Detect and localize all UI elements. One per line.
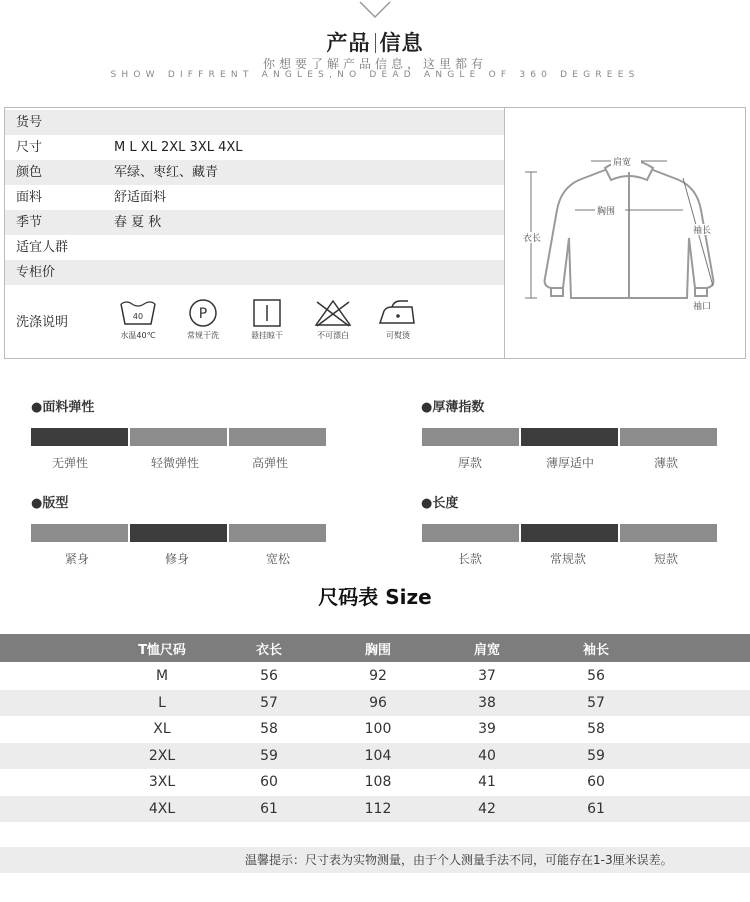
title-right: 信息 <box>379 31 424 55</box>
table-cell: 61 <box>587 800 605 817</box>
scale-bar-fit <box>30 523 330 543</box>
scale-option: 宽松 <box>265 552 290 566</box>
scale-segment <box>129 427 228 447</box>
info-label: 货号 <box>16 115 43 130</box>
header-cell: T恤尺码 <box>138 642 186 658</box>
info-label: 专柜价 <box>16 265 56 280</box>
table-cell: 59 <box>260 747 278 764</box>
table-row <box>0 796 750 823</box>
scale-segment <box>30 427 129 447</box>
table-cell: 58 <box>587 721 605 738</box>
scale-segment <box>421 523 520 543</box>
scale-bar-elasticity <box>30 427 330 447</box>
wash-caption: 常规干洗 <box>187 331 219 340</box>
table-cell: 41 <box>478 774 496 791</box>
hang-dry-icon <box>239 298 295 341</box>
iron-icon <box>370 298 426 341</box>
scale-option: 高弹性 <box>251 456 288 470</box>
wash-instructions-label: 洗涤说明 <box>16 315 69 330</box>
table-cell: 60 <box>587 774 605 791</box>
scale-segment <box>129 523 228 543</box>
scale-segment <box>619 427 718 447</box>
table-cell: XL <box>153 721 171 738</box>
size-note <box>0 847 750 873</box>
scale-option: 修身 <box>164 552 189 566</box>
table-cell: 57 <box>260 694 278 711</box>
scale-option: 常规款 <box>549 552 586 566</box>
table-row <box>0 690 750 717</box>
table-row <box>0 716 750 743</box>
chevron-down-icon <box>358 0 392 20</box>
wash-caption: 悬挂晾干 <box>251 331 283 340</box>
table-cell: 37 <box>478 668 496 685</box>
scale-option: 短款 <box>653 552 678 566</box>
chest-label: 胸围 <box>597 207 616 217</box>
wash-caption: 水温40℃ <box>120 331 156 340</box>
info-label: 面料 <box>16 190 43 205</box>
scale-bar-thickness <box>421 427 721 447</box>
scale-title-elasticity: ●面料弹性 <box>31 400 95 415</box>
scale-segment <box>520 427 619 447</box>
garment-measure-diagram <box>504 107 746 359</box>
table-cell: 38 <box>478 694 496 711</box>
info-row-audience <box>5 235 504 260</box>
table-cell: 104 <box>364 747 392 764</box>
header-cell: 肩宽 <box>473 642 500 658</box>
header-cell: 胸围 <box>364 642 391 658</box>
info-row-season <box>5 210 504 235</box>
scale-segment <box>619 523 718 543</box>
subtitle-en: SHOW DIFFRENT ANGLES,NO DEAD ANGLE OF 360 DEGREES <box>110 70 640 80</box>
title-left: 产品 <box>326 31 371 55</box>
table-row <box>0 663 750 690</box>
table-cell: 61 <box>260 800 278 817</box>
info-value: 军绿、枣红、藏青 <box>114 165 219 180</box>
table-cell: 39 <box>478 721 496 738</box>
scale-option: 薄厚适中 <box>545 456 594 470</box>
table-cell: 92 <box>369 668 387 685</box>
table-cell: L <box>158 694 166 711</box>
info-row-color <box>5 160 504 185</box>
scale-segment <box>421 427 520 447</box>
info-label: 颜色 <box>16 165 43 180</box>
scale-option: 紧身 <box>64 552 89 566</box>
size-note-text: 温馨提示：尺寸表为实物测量，由于个人测量手法不同，可能存在1-3厘米误差。 <box>245 853 673 867</box>
table-row <box>0 743 750 770</box>
header-cell: 衣长 <box>255 642 282 658</box>
scale-option: 无弹性 <box>51 456 88 470</box>
product-info-table <box>4 107 504 359</box>
wash-40-icon <box>110 298 166 341</box>
shoulder-label: 肩宽 <box>613 158 632 168</box>
scale-option: 薄款 <box>653 456 678 470</box>
scale-segment <box>228 427 327 447</box>
length-label: 衣长 <box>523 234 542 244</box>
info-label: 尺寸 <box>16 140 43 155</box>
scale-segment <box>228 523 327 543</box>
info-label: 季节 <box>16 215 43 230</box>
table-cell: 40 <box>478 747 496 764</box>
info-row-size <box>5 135 504 160</box>
sleeve-label: 袖长 <box>693 226 712 236</box>
scale-segment <box>520 523 619 543</box>
table-cell: 96 <box>369 694 387 711</box>
title-divider <box>375 33 376 53</box>
scale-option: 厚款 <box>457 456 482 470</box>
table-cell: 3XL <box>148 774 176 791</box>
info-value: 春 夏 秋 <box>114 215 162 230</box>
page-title <box>0 27 750 57</box>
dry-clean-text: P <box>198 306 208 322</box>
table-cell: 4XL <box>148 800 176 817</box>
table-cell: 59 <box>587 747 605 764</box>
table-cell: 42 <box>478 800 496 817</box>
table-cell: 58 <box>260 721 278 738</box>
size-table-title: 尺码表 Size <box>318 585 432 609</box>
scale-option: 轻微弹性 <box>150 456 199 470</box>
no-bleach-icon <box>305 298 361 341</box>
table-cell: 108 <box>364 774 392 791</box>
wash-temp-text: 40 <box>132 312 144 321</box>
scale-title-fit: ●版型 <box>31 496 69 511</box>
table-cell: 56 <box>260 668 278 685</box>
scale-segment <box>30 523 129 543</box>
scale-title-length: ●长度 <box>421 496 459 511</box>
shirt-outline-icon <box>505 108 745 358</box>
table-cell: 56 <box>587 668 605 685</box>
info-value: M L XL 2XL 3XL 4XL <box>114 140 243 155</box>
subtitle-cn: 你想要了解产品信息，这里都有 <box>262 57 487 71</box>
table-cell: 60 <box>260 774 278 791</box>
info-label: 适宜人群 <box>16 240 69 255</box>
table-cell: 100 <box>364 721 392 738</box>
table-cell: M <box>155 668 169 685</box>
dry-clean-p-icon <box>175 298 231 341</box>
size-table-header <box>0 634 750 662</box>
header-cell: 袖长 <box>582 642 609 658</box>
info-value: 舒适面料 <box>114 190 167 205</box>
table-cell: 57 <box>587 694 605 711</box>
wash-caption: 不可漂白 <box>317 331 349 340</box>
scale-option: 长款 <box>457 552 482 566</box>
table-cell: 2XL <box>148 747 176 764</box>
wash-caption: 可熨烫 <box>386 331 410 340</box>
scale-bar-length <box>421 523 721 543</box>
table-cell: 112 <box>364 800 392 817</box>
scale-title-thickness: ●厚薄指数 <box>421 400 485 415</box>
table-row <box>0 769 750 796</box>
info-row-fabric <box>5 185 504 210</box>
info-row-item-no <box>5 110 504 135</box>
cuff-label: 袖口 <box>693 302 712 312</box>
info-row-price <box>5 260 504 285</box>
